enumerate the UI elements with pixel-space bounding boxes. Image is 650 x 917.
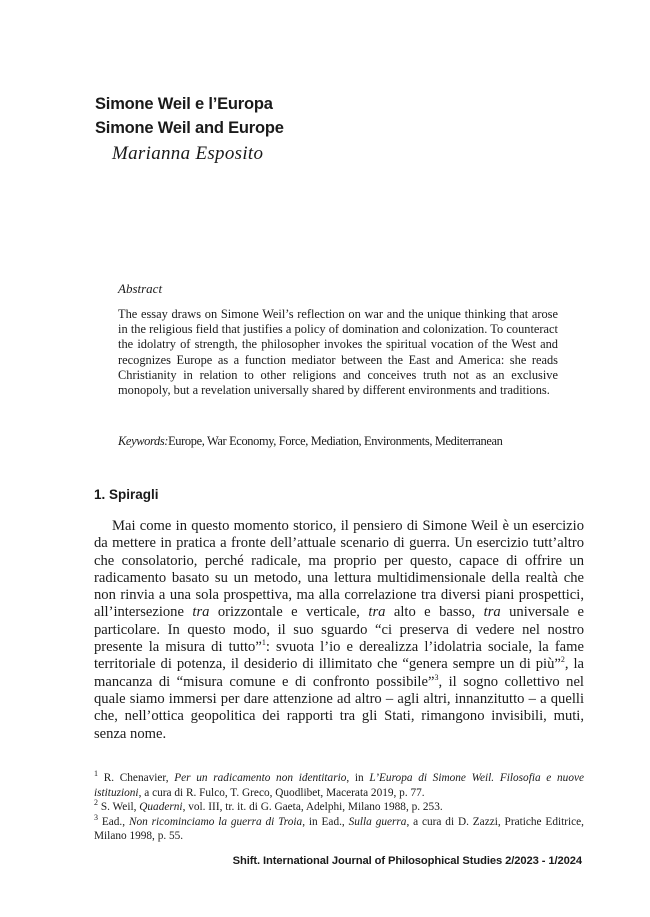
footnote-number: 2 bbox=[94, 798, 98, 808]
footnotes-list bbox=[94, 771, 584, 844]
body-emphasis: tra bbox=[483, 604, 501, 621]
footnote-text: , in bbox=[346, 772, 370, 784]
keywords-list: Europe, War Economy, Force, Mediation, Environments, Mediterranean bbox=[168, 434, 503, 448]
footnote-text: , a cura di R. Fulco, T. Greco, Quodlibet, Macerata 2019, p. 77. bbox=[138, 786, 425, 799]
footnote-title: L’Europa di Simone Weil. Filosofia e nuove istituzioni bbox=[94, 772, 584, 799]
footnote bbox=[94, 771, 584, 800]
body-text-part: , la mancanza di “misura comune e di confronto possibile” bbox=[94, 656, 584, 690]
footnote-text: R. Chenavier, bbox=[98, 772, 175, 784]
journal-footer: Shift. International Journal of Philosophical Studies 2/2023 - 1/2024 bbox=[232, 855, 582, 867]
footnote-number: 1 bbox=[94, 769, 98, 779]
footnote-ref[interactable]: 3 bbox=[434, 672, 439, 682]
article-title-italian: Simone Weil e l’Europa bbox=[95, 95, 273, 113]
keywords-line bbox=[118, 434, 568, 449]
footnote-text: , in Ead., bbox=[302, 815, 349, 828]
article-author: Marianna Esposito bbox=[112, 143, 264, 164]
footnote bbox=[94, 812, 584, 844]
article-title-english: Simone Weil and Europe bbox=[95, 119, 284, 137]
body-text-part: : svuota l’io e derealizza l’idolatria sociale, la fame territoriale di potenza, il desiderio di illimitato che “genera sempre un di più” bbox=[94, 639, 584, 673]
body-text-part: universale e particolare. In questo modo, il suo sguardo “ci preserva di vedere nel nostro presente la misura di tutto” bbox=[94, 604, 585, 656]
footnote-text: , vol. III, tr. it. di G. Gaeta, Adelphi, Milano 1988, p. 253. bbox=[182, 801, 443, 813]
footnote-text: Ead., bbox=[98, 815, 129, 828]
body-text-part: Mai come in questo momento storico, il pensiero di Simone Weil è un esercizio da mettere in pratica a fronte dell’attuale scenario di guerra. Un esercizio tutt’altro che consolatorio, perché radicale, ma proprio per questo, capace di offrire un radicamento basato su un metodo, una lettura multidimensionale della realtà che non rinvia a una sola prospettiva, ma alla correlazione tra diversi piani prospettici, all’intersezione bbox=[94, 518, 584, 621]
body-emphasis: tra bbox=[368, 604, 386, 621]
footnote-text: , a cura di D. Zazzi, Pratiche Editrice, Milano 1998, p. 55. bbox=[94, 815, 584, 842]
footnote-title: Per un radicamento non identitario bbox=[174, 772, 347, 784]
footnote-ref[interactable]: 2 bbox=[560, 655, 565, 665]
body-text-part: , il sogno collettivo nel quale siamo immersi per dare attenzione ad altro – agli altri, innanzitutto – a quelli che, nell’ottica geopolitica dei rapporti tra gli Stati, rimangono invisibili, muti, senza nome. bbox=[94, 673, 584, 742]
footnote-title: Sulla guerra bbox=[348, 815, 407, 828]
section-heading: 1. Spiragli bbox=[94, 487, 159, 502]
body-text-part: alto e basso, bbox=[385, 604, 484, 621]
footnote-ref[interactable]: 1 bbox=[261, 638, 266, 648]
footnote-text: S. Weil, bbox=[98, 801, 140, 813]
footnote-title: Quaderni bbox=[139, 801, 183, 813]
body-emphasis: tra bbox=[192, 604, 210, 621]
abstract-heading: Abstract bbox=[118, 281, 163, 296]
footnote bbox=[94, 800, 584, 815]
body-paragraph bbox=[94, 518, 584, 743]
abstract-text: The essay draws on Simone Weil’s reflection on war and the unique thinking that arose in the religious field that justifies a policy of domination and colonization. To counteract the idolatry of strength, the philosopher invokes the spiritual vocation of the West and recognizes Europe as a function mediator between the East and America: she reads Christianity in relation to other religions and conceives truth not as an exclusive monopoly, but a revelation universally shared by different environments and traditions. bbox=[118, 307, 558, 398]
body-text-part: orizzontale e verticale, bbox=[209, 604, 369, 621]
footnote-number: 3 bbox=[94, 812, 98, 822]
keywords-label: Keywords: bbox=[118, 434, 169, 448]
footnote-title: Non ricominciamo la guerra di Troia bbox=[128, 815, 303, 828]
